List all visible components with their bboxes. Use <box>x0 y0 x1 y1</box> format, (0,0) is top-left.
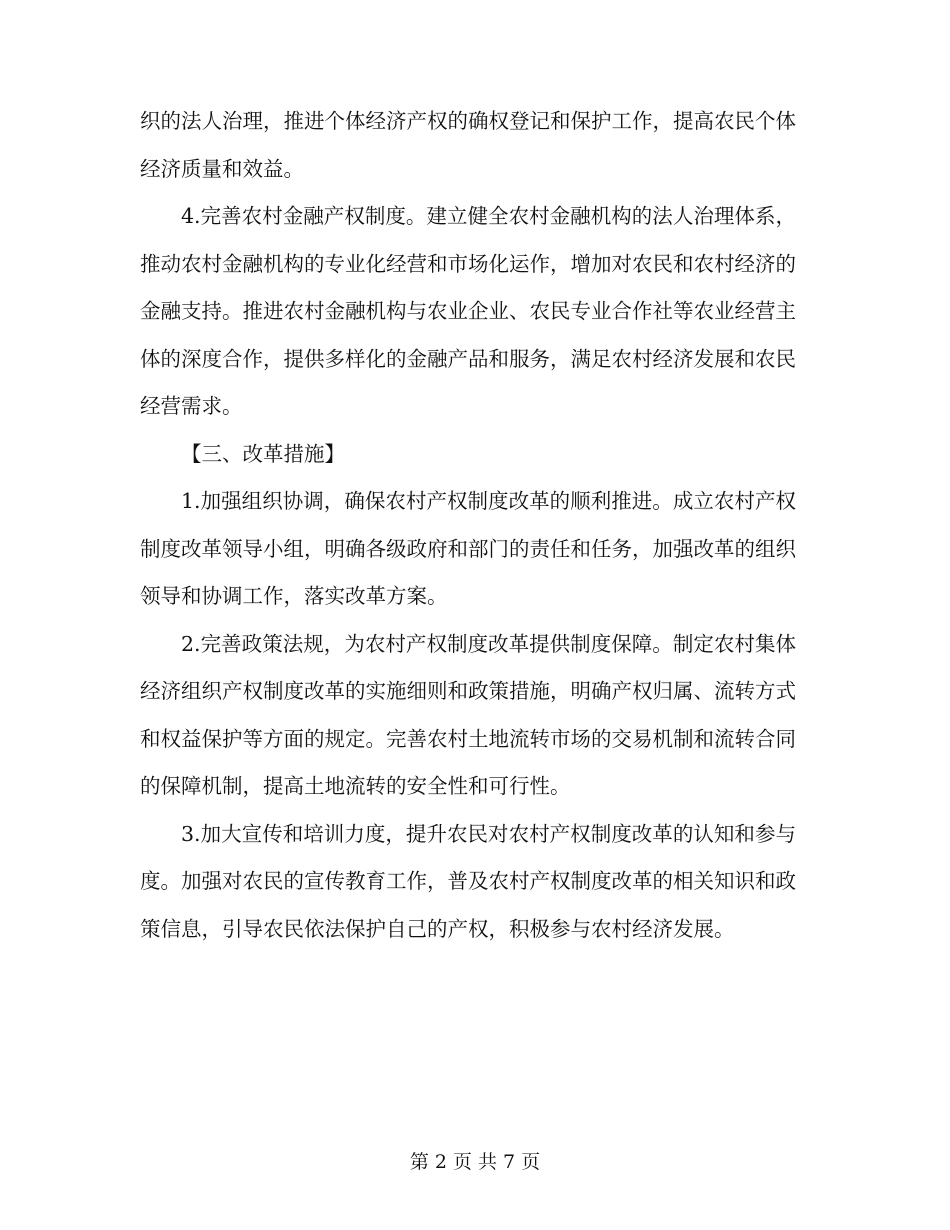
paragraph-measure-3: 3.加大宣传和培训力度，提升农民对农村产权制度改革的认知和参与度。加强对农民的宣传教育工作，普及农村产权制度改革的相关知识和政策信息，引导农民依法保护自己的产权，积极参与农村经济发展。 <box>140 821 796 941</box>
paragraph-continued: 织的法人治理，推进个体经济产权的确权登记和保护工作，提高农民个体经济质量和效益。 <box>140 109 796 181</box>
page-number-footer: 第 2 页 共 7 页 <box>409 1151 541 1173</box>
section-heading: 【三、改革措施】 <box>181 441 345 466</box>
document-body <box>140 98 796 953</box>
paragraph-measure-1: 1.加强组织协调，确保农村产权制度改革的顺利推进。成立农村产权制度改革领导小组，明确各级政府和部门的责任和任务，加强改革的组织领导和协调工作，落实改革方案。 <box>140 489 796 608</box>
paragraph-item-4: 4.完善农村金融产权制度。建立健全农村金融机构的法人治理体系，推动农村金融机构的专业化经营和市场化运作，增加对农民和农村经济的金融支持。推进农村金融机构与农业企业、农民专业合作社等农业经营主体的深度合作，提供多样化的金融产品和服务，满足农村经济发展和农民经营需求。 <box>140 204 796 418</box>
paragraph-measure-2: 2.完善政策法规，为农村产权制度改革提供制度保障。制定农村集体经济组织产权制度改革的实施细则和政策措施，明确产权归属、流转方式和权益保护等方面的规定。完善农村土地流转市场的交易机制和流转合同的保障机制，提高土地流转的安全性和可行性。 <box>140 631 796 798</box>
